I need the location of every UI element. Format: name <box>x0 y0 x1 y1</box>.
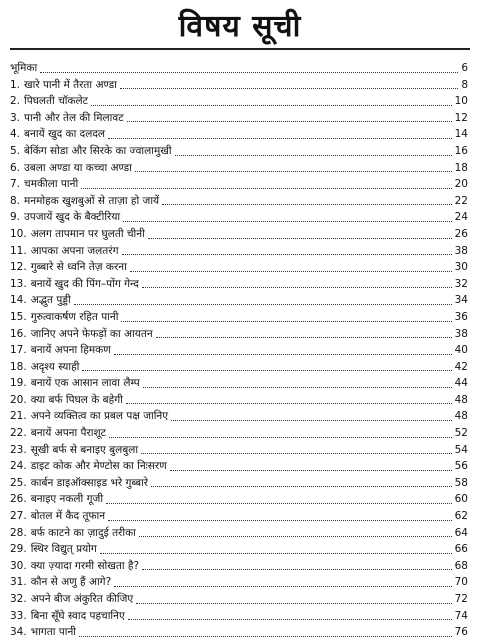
toc-entry-title: सूखी बर्फ से बनाइए बुलबुला <box>30 443 139 456</box>
dot-leader <box>81 188 451 189</box>
toc-entry-page: 38 <box>454 327 468 340</box>
table-of-contents <box>10 60 468 641</box>
toc-entry-title: बर्फ काटने का ज़ादुई तरीका <box>30 526 136 539</box>
toc-entry <box>10 126 468 143</box>
dot-leader <box>121 321 451 322</box>
dot-leader <box>148 238 452 239</box>
toc-entry-number: 6. <box>10 161 21 174</box>
toc-entry <box>10 425 468 442</box>
toc-entry-page: 38 <box>454 244 468 257</box>
dot-leader <box>136 603 451 604</box>
toc-entry-number: 28. <box>10 526 27 539</box>
toc-entry <box>10 558 468 575</box>
toc-entry <box>10 508 468 525</box>
toc-entry <box>10 591 468 608</box>
toc-entry <box>10 475 468 492</box>
toc-entry-title: खारे पानी में तैरता अण्डा <box>24 78 117 91</box>
dot-leader <box>108 138 452 139</box>
toc-entry-page: 62 <box>454 510 468 523</box>
toc-entry-title: गुब्बारे से ध्वनि तेज़ करना <box>30 261 127 274</box>
toc-entry-title: बनायें अपना पैराशूट <box>30 427 106 440</box>
toc-entry <box>10 276 468 293</box>
dot-leader <box>108 520 452 521</box>
toc-entry-page: 42 <box>454 360 468 373</box>
toc-entry-number: 11. <box>10 244 27 257</box>
toc-entry-page: 64 <box>454 526 468 539</box>
dot-leader <box>123 221 451 222</box>
toc-entry-number: 30. <box>10 559 27 572</box>
dot-leader <box>91 105 452 106</box>
toc-entry-page: 66 <box>454 543 468 556</box>
toc-entry <box>10 77 468 94</box>
toc-entry-title: अलग तापमान पर घुलती चीनी <box>30 227 145 240</box>
toc-entry-page: 54 <box>454 443 468 456</box>
toc-entry-number: 8. <box>10 194 21 207</box>
dot-leader <box>135 171 452 172</box>
toc-entry-title: अदृश्य स्याही <box>30 360 80 373</box>
dot-leader <box>141 453 452 454</box>
toc-entry-title: पिघलती चॉकलेट <box>24 95 88 108</box>
dot-leader <box>171 420 452 421</box>
toc-entry <box>10 326 468 343</box>
toc-entry-title: अपने बीज अंकुरित कीजिए <box>30 593 134 605</box>
dot-leader <box>82 370 451 371</box>
dot-leader <box>127 121 452 122</box>
toc-entry-number: 34. <box>10 626 27 639</box>
toc-entry-title: क्या ज़्यादा गरमी सोखता है? <box>30 559 140 572</box>
toc-entry-number: 18. <box>10 360 27 373</box>
dot-leader <box>109 437 452 438</box>
toc-entry-page: 58 <box>454 476 468 489</box>
dot-leader <box>126 403 452 404</box>
toc-entry-page: 24 <box>454 211 468 224</box>
toc-entry-number: 33. <box>10 609 27 622</box>
toc-entry <box>10 392 468 409</box>
toc-entry <box>10 259 468 276</box>
toc-entry <box>10 491 468 508</box>
toc-entry-page: 12 <box>454 111 468 124</box>
toc-entry-number: 24. <box>10 460 27 473</box>
toc-entry-number: 22. <box>10 427 27 440</box>
toc-entry <box>10 60 468 77</box>
dot-leader <box>106 503 452 504</box>
toc-entry-page: 74 <box>454 609 468 622</box>
toc-entry-title: उबला अण्डा या कच्चा अण्डा <box>24 161 132 174</box>
toc-entry-page: 16 <box>454 144 468 157</box>
dot-leader <box>142 287 452 288</box>
toc-entry-number: 1. <box>10 78 21 91</box>
toc-entry-title: बनाइए नकली गूजी <box>30 493 104 506</box>
toc-entry <box>10 458 468 475</box>
dot-leader <box>151 486 452 487</box>
toc-entry-title: अपने व्यक्तित्व का प्रबल पक्ष जानिए <box>30 410 169 423</box>
toc-entry-title: बनायें एक आसान लावा लैम्प <box>30 377 140 390</box>
toc-entry-page: 34 <box>454 294 468 307</box>
toc-entry-page: 22 <box>454 194 468 207</box>
dot-leader <box>74 304 452 305</box>
dot-leader <box>40 72 458 73</box>
toc-entry-number: 4. <box>10 128 21 141</box>
toc-entry-title: जानिए अपने फेफड़ों का आयतन <box>30 327 153 340</box>
toc-entry-title: कार्बन डाइऑक्साइड भरे गुब्बारे <box>30 476 149 489</box>
toc-entry-page: 6 <box>461 62 468 74</box>
dot-leader <box>100 553 452 554</box>
dot-leader <box>79 636 452 637</box>
toc-entry-number: 5. <box>10 144 21 157</box>
toc-entry-title: बिना सूँघे स्वाद पहचानिए <box>30 609 125 622</box>
toc-entry-number: 25. <box>10 476 27 489</box>
toc-entry <box>10 193 468 210</box>
toc-entry-number: 23. <box>10 443 27 456</box>
dot-leader <box>114 354 452 355</box>
dot-leader <box>120 88 458 89</box>
toc-entry-title: अद्भुत पुड्डी <box>30 294 71 307</box>
toc-entry-title: बनायें अपना हिमकण <box>30 344 111 357</box>
toc-entry-page: 10 <box>454 95 468 108</box>
toc-entry-title: भूमिका <box>10 62 38 74</box>
toc-entry-number: 32. <box>10 593 27 605</box>
toc-entry-page: 26 <box>454 227 468 240</box>
toc-entry <box>10 309 468 326</box>
toc-entry-page: 68 <box>454 559 468 572</box>
toc-entry-title: मनमोहक खुशबुओं से ताज़ा हो जायें <box>24 194 160 207</box>
dot-leader <box>143 387 452 388</box>
toc-entry-title: बनायें खुद का दलदल <box>24 128 106 141</box>
toc-entry-title: आपका अपना जलतरंग <box>30 244 119 257</box>
toc-entry-title: बेकिंग सोडा और सिरके का ज्वालामुखी <box>24 144 172 157</box>
toc-entry-title: पानी और तेल की मिलावट <box>24 111 124 124</box>
toc-entry <box>10 608 468 625</box>
page-title: विषय सूची <box>178 9 302 44</box>
toc-entry-number: 17. <box>10 344 27 357</box>
toc-entry-page: 56 <box>454 460 468 473</box>
toc-entry-number: 7. <box>10 178 21 191</box>
toc-entry-number: 3. <box>10 111 21 124</box>
toc-entry-title: बनायें खुद की पिंग–पोंग गेन्द <box>30 277 139 290</box>
toc-entry-title: बोतल में कैद तूफान <box>30 510 106 523</box>
toc-entry-page: 30 <box>454 261 468 274</box>
toc-entry-page: 14 <box>454 128 468 141</box>
toc-entry-page: 36 <box>454 310 468 323</box>
toc-entry-page: 44 <box>454 377 468 390</box>
toc-entry-title: गुरुत्वाकर्षण रहित पानी <box>30 310 119 323</box>
toc-entry-page: 18 <box>454 161 468 174</box>
dot-leader <box>128 619 452 620</box>
toc-entry <box>10 209 468 226</box>
dot-leader <box>175 155 452 156</box>
toc-entry-page: 72 <box>454 593 468 605</box>
toc-entry <box>10 574 468 591</box>
toc-entry <box>10 176 468 193</box>
toc-entry-title: कौन से अणु हैं आगे? <box>30 576 112 589</box>
toc-entry-number: 26. <box>10 493 27 506</box>
toc-entry-page: 32 <box>454 277 468 290</box>
toc-entry <box>10 541 468 558</box>
toc-entry-number: 19. <box>10 377 27 390</box>
toc-entry-page: 52 <box>454 427 468 440</box>
toc-entry <box>10 226 468 243</box>
toc-entry <box>10 143 468 160</box>
toc-entry-number: 9. <box>10 211 21 224</box>
toc-entry-number: 15. <box>10 310 27 323</box>
toc-entry-title: स्थिर विद्युत् प्रयोग <box>30 543 97 556</box>
dot-leader <box>170 470 452 471</box>
toc-entry-number: 29. <box>10 543 27 556</box>
toc-entry <box>10 442 468 459</box>
dot-leader <box>162 204 451 205</box>
toc-entry-number: 10. <box>10 227 27 240</box>
dot-leader <box>156 337 452 338</box>
toc-entry-title: भागता पानी <box>30 626 76 639</box>
toc-entry-number: 16. <box>10 327 27 340</box>
dot-leader <box>114 586 451 587</box>
toc-entry-title: क्या बर्फ पिघल के बहेगी <box>30 393 123 406</box>
toc-entry-number: 14. <box>10 294 27 307</box>
toc-entry-number: 20. <box>10 393 27 406</box>
toc-entry <box>10 243 468 260</box>
toc-entry <box>10 525 468 542</box>
toc-entry-page: 20 <box>454 178 468 191</box>
toc-entry <box>10 624 468 641</box>
toc-entry-page: 48 <box>454 410 468 423</box>
dot-leader <box>139 536 452 537</box>
toc-entry <box>10 342 468 359</box>
toc-entry <box>10 359 468 376</box>
toc-entry-page: 8 <box>461 78 468 91</box>
dot-leader <box>122 254 452 255</box>
toc-entry-page: 40 <box>454 344 468 357</box>
title-divider <box>10 48 470 50</box>
toc-entry-number: 27. <box>10 510 27 523</box>
toc-entry-page: 48 <box>454 393 468 406</box>
toc-entry-number: 21. <box>10 410 27 423</box>
toc-entry-title: उपजायें खुद के बैक्टीरिया <box>24 211 121 224</box>
toc-entry <box>10 93 468 110</box>
toc-entry <box>10 110 468 127</box>
toc-entry-page: 76 <box>454 626 468 639</box>
toc-entry-title: डाइट कोक और मेण्टोस का निःसरण <box>30 460 167 473</box>
toc-entry-number: 13. <box>10 277 27 290</box>
dot-leader <box>130 271 452 272</box>
toc-entry-number: 2. <box>10 95 21 108</box>
toc-entry-title: चमकीला पानी <box>24 178 79 191</box>
toc-entry <box>10 160 468 177</box>
toc-entry-number: 12. <box>10 261 27 274</box>
toc-entry <box>10 375 468 392</box>
toc-entry-page: 70 <box>454 576 468 589</box>
toc-entry <box>10 408 468 425</box>
toc-entry-number: 31. <box>10 576 27 589</box>
toc-entry-page: 60 <box>454 493 468 506</box>
toc-entry <box>10 292 468 309</box>
dot-leader <box>142 569 452 570</box>
